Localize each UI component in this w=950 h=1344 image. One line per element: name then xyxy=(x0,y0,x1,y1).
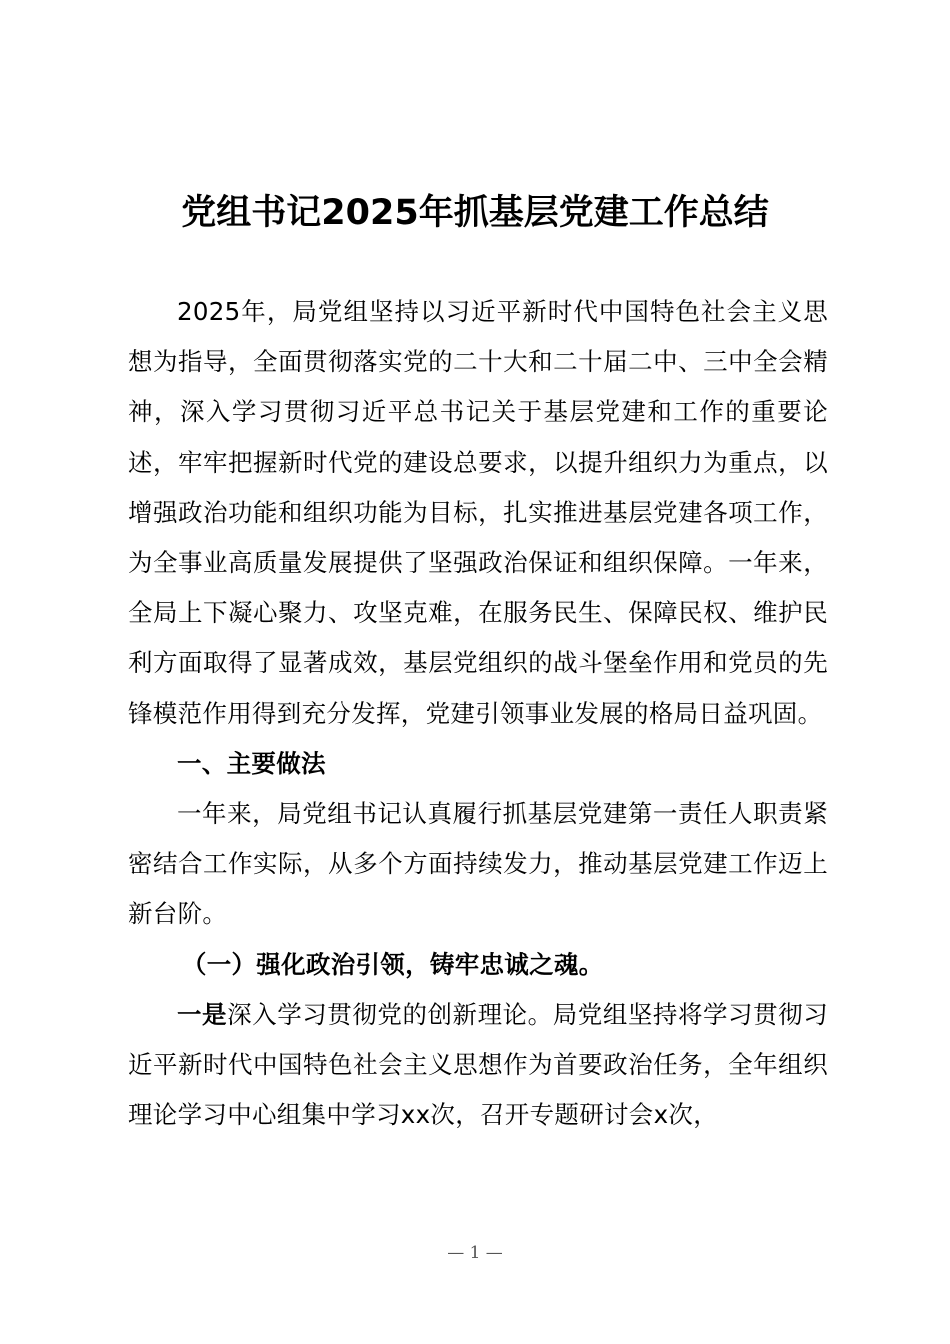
intro-paragraph: 2025年，局党组坚持以习近平新时代中国特色社会主义思想为指导，全面贯彻落实党的二十大和二十届二中、三中全会精神，深入学习贯彻习近平总书记关于基层党建和工作的重要论述，牢牢把握新时代党的建设总要求，以提升组织力为重点，以增强政治功能和组织功能为目标，扎实推进基层党建各项工作，为全事业高质量发展提供了坚强政治保证和组织保障。一年来，全局上下凝心聚力、攻坚克难，在服务民生、保障民权、维护民利方面取得了显著成效，基层党组织的战斗堡垒作用和党员的先锋模范作用得到充分发挥，党建引领事业发展的格局日益巩固。 xyxy=(128,297,828,728)
section-intro-paragraph: 一年来，局党组书记认真履行抓基层党建第一责任人职责紧密结合工作实际，从多个方面持续发力，推动基层党建工作迈上新台阶。 xyxy=(128,799,828,929)
section-heading: 一、主要做法 xyxy=(177,748,326,778)
point-lead: 一是 xyxy=(177,999,228,1029)
point-text: 深入学习贯彻党的创新理论。局党组坚持将学习贯彻习近平新时代中国特色社会主义思想作为首要政治任务，全年组织理论学习中心组集中学习xx次，召开专题研讨会x次， xyxy=(128,999,828,1130)
subsection-heading: （一）强化政治引领，铸牢忠诚之魂。 xyxy=(181,949,604,979)
document-title: 党组书记2025年抓基层党建工作总结 xyxy=(181,193,769,233)
page-number: — 1 — xyxy=(447,1243,503,1263)
document-body xyxy=(128,287,828,1140)
point-paragraph xyxy=(128,990,828,1141)
